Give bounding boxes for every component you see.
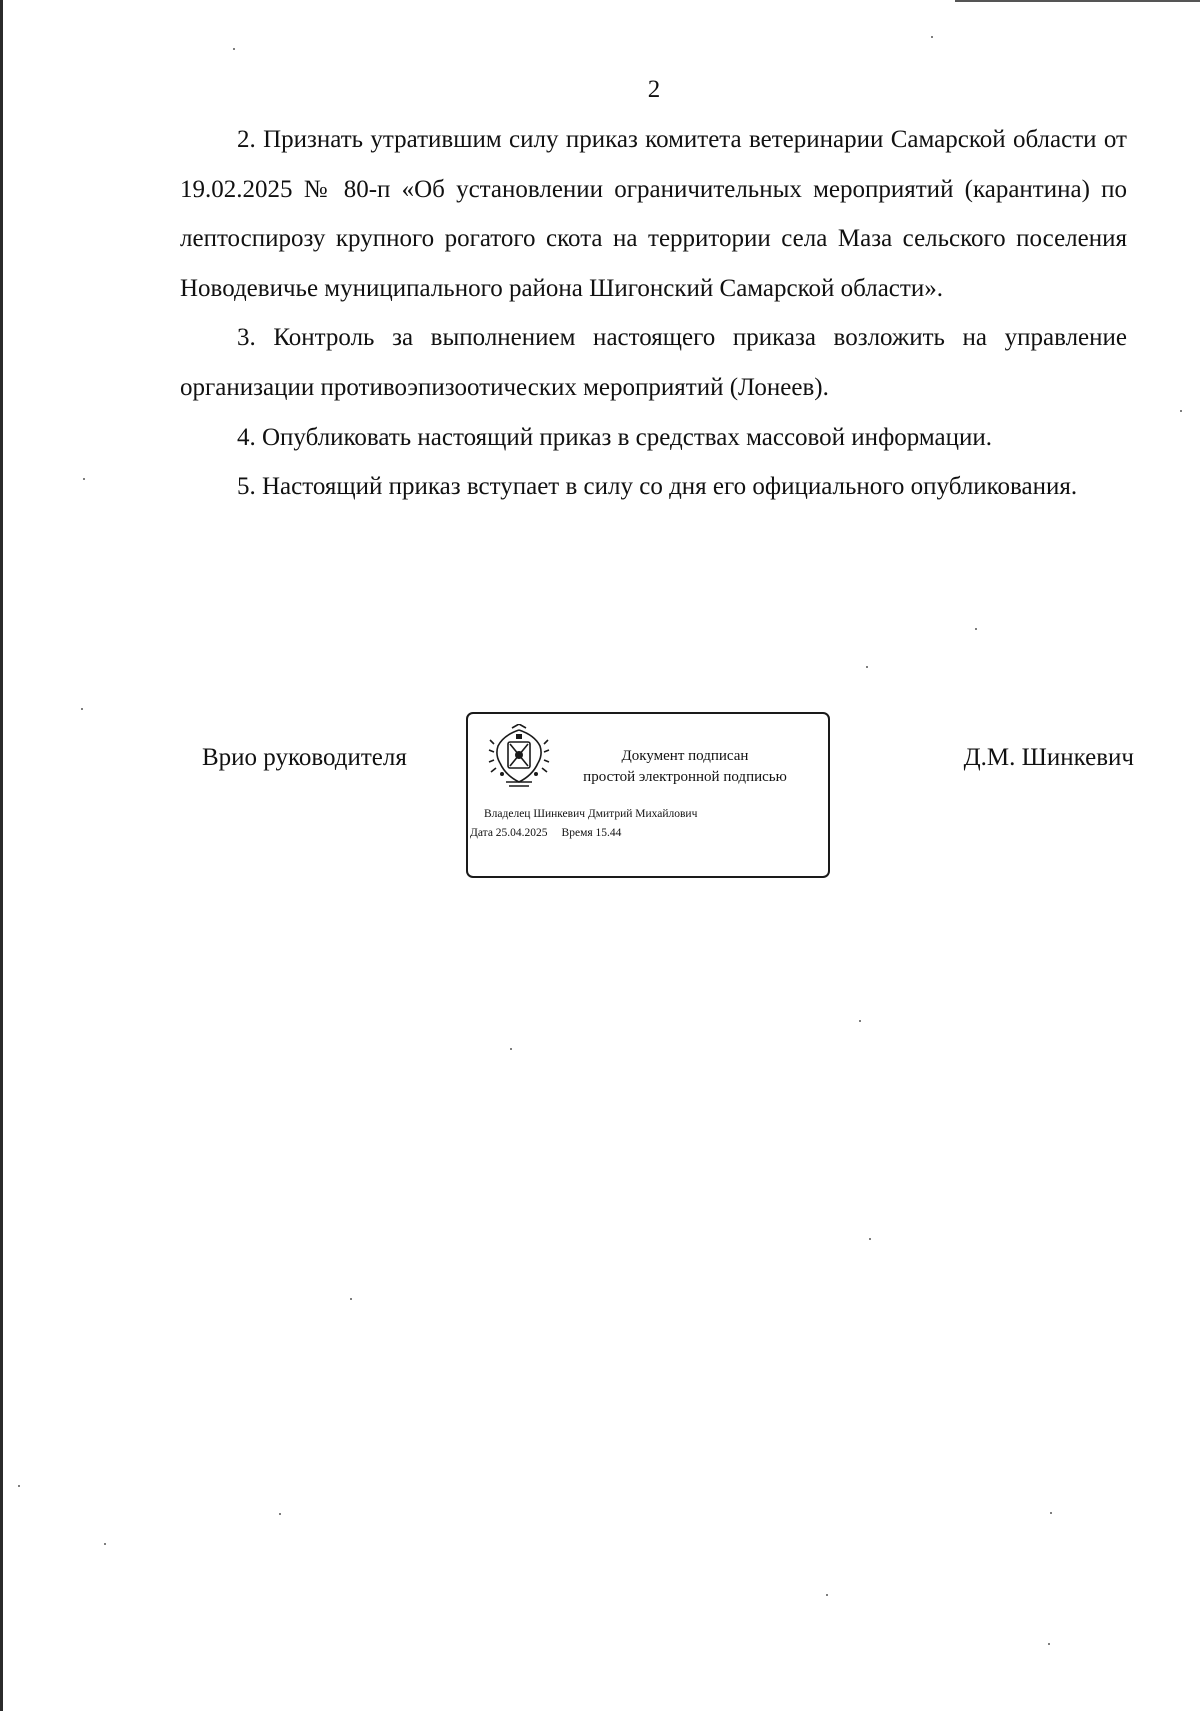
signatory-name: Д.М. Шинкевич [963, 744, 1134, 771]
scan-speck [104, 1543, 106, 1545]
paragraph-2: 2. Признать утратившим силу приказ комитета ветеринарии Самарской области от 19.02.2025 № 80-п «Об установлении ограничительных мероприятий (карантина) по лептоспирозу крупного рогатого скота на территории села Маза сельского поселения Новодевичье муниципального района Шигонский Самарской области». [180, 126, 1127, 302]
scan-speck [869, 1238, 871, 1240]
scan-speck [510, 1048, 512, 1050]
scan-speck [866, 666, 868, 668]
scan-speck [931, 36, 933, 38]
signatory-position: Врио руководителя [202, 744, 407, 771]
paragraph-4: 4. Опубликовать настоящий приказ в средствах массовой информации. [237, 423, 993, 451]
stamp-date-time [470, 827, 621, 839]
scan-speck [81, 708, 83, 710]
paragraph-3: 3. Контроль за выполнением настоящего приказа возложить на управление организации противоэпизоотических мероприятий (Лонеев). [180, 324, 1127, 401]
scan-edge-line [0, 0, 3, 1711]
scan-speck [1048, 1643, 1050, 1645]
scan-speck [233, 48, 235, 50]
scan-speck [975, 628, 977, 630]
scan-speck [1180, 410, 1182, 412]
scan-speck [859, 1020, 861, 1022]
scan-speck [18, 1485, 20, 1487]
scan-speck [279, 1513, 281, 1515]
stamp-time: Время 15.44 [561, 827, 622, 839]
stamp-owner: Владелец Шинкевич Дмитрий Михайлович [484, 808, 698, 820]
stamp-title [554, 746, 816, 788]
scan-top-line [955, 0, 1200, 2]
page-number: 2 [647, 76, 661, 103]
scan-speck [83, 478, 85, 480]
document-body [180, 115, 1127, 512]
stamp-date: Дата 25.04.2025 [470, 827, 548, 839]
coat-of-arms-icon [486, 724, 552, 790]
paragraph-5: 5. Настоящий приказ вступает в силу со дня его официального опубликования. [237, 473, 1078, 501]
stamp-title-line2: простой электронной подписью [583, 769, 787, 785]
electronic-signature-stamp [466, 712, 830, 878]
scan-speck [826, 1594, 828, 1596]
scan-speck [350, 1298, 352, 1300]
scan-speck [1050, 1512, 1052, 1514]
stamp-title-line1: Документ подписан [621, 748, 749, 764]
